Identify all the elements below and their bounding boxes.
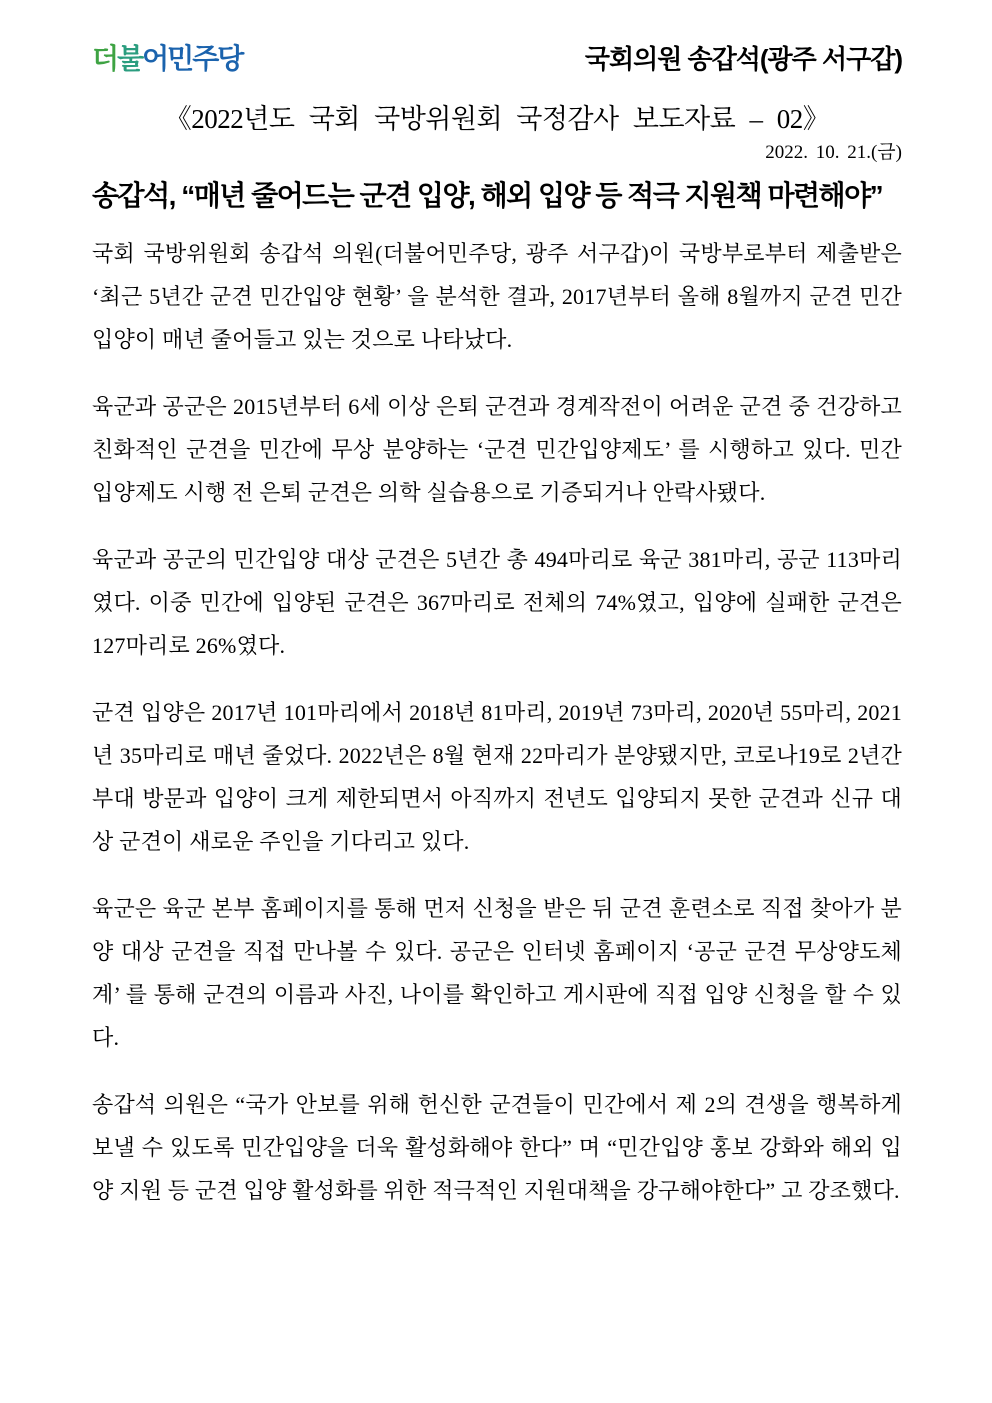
party-logo-char-1: 더 bbox=[92, 43, 118, 74]
press-release-title: 《2022년도 국회 국방위원회 국정감사 보도자료 – 02》 bbox=[164, 104, 830, 134]
party-logo-char-2: 불 bbox=[117, 43, 143, 74]
member-name: 국회의원 송갑석(광주 서구갑) bbox=[584, 44, 902, 74]
body-paragraph: 군견 입양은 2017년 101마리에서 2018년 81마리, 2019년 73마리, 2020년 55마리, 2021년 35마리로 매년 줄었다. 2022년은 8월 현재 22마리가 분양됐지만, 코로나19로 2년간 부대 방문과 입양이 크게 제한되면서 아직까지 전년도 입양되지 못한 군견과 신규 대상 군견이 새로운 주인을 기다리고 있다. bbox=[92, 700, 902, 854]
body-paragraph: 육군과 공군은 2015년부터 6세 이상 은퇴 군견과 경계작전이 어려운 군견 중 건강하고 친화적인 군견을 민간에 무상 분양하는 ‘군견 민간입양제도’ 를 시행하고 있다. 민간 입양제도 시행 전 은퇴 군견은 의학 실습용으로 기증되거나 안락사됐다. bbox=[92, 394, 902, 505]
party-logo bbox=[92, 45, 242, 73]
body-paragraph: 육군은 육군 본부 홈페이지를 통해 먼저 신청을 받은 뒤 군견 훈련소로 직접 찾아가 분양 대상 군견을 직접 만나볼 수 있다. 공군은 인터넷 홈페이지 ‘공군 군견 무상양도체계’ 를 통해 군견의 이름과 사진, 나이를 확인하고 게시판에 직접 입양 신청을 할 수 있다. bbox=[92, 896, 902, 1050]
document-header bbox=[92, 40, 902, 78]
press-release-date: 2022. 10. 21.(금) bbox=[765, 142, 902, 163]
body-paragraph: 국회 국방위원회 송갑석 의원(더불어민주당, 광주 서구갑)이 국방부로부터 제출받은 ‘최근 5년간 군견 민간입양 현황’ 을 분석한 결과, 2017년부터 올해 8월까지 군견 민간입양이 매년 줄어들고 있는 것으로 나타났다. bbox=[92, 241, 902, 352]
body-paragraph: 육군과 공군의 민간입양 대상 군견은 5년간 총 494마리로 육군 381마리, 공군 113마리였다. 이중 민간에 입양된 군견은 367마리로 전체의 74%였고, 입양에 실패한 군견은 127마리로 26%였다. bbox=[92, 547, 902, 658]
body-paragraph: 송갑석 의원은 “국가 안보를 위해 헌신한 군견들이 민간에서 제 2의 견생을 행복하게 보낼 수 있도록 민간입양을 더욱 활성화해야 한다” 며 “민간입양 홍보 강화와 해외 입양 지원 등 군견 입양 활성화를 위한 적극적인 지원대책을 강구해야한다” 고 강조했다. bbox=[92, 1092, 902, 1203]
party-logo-rest: 어민주당 bbox=[142, 43, 243, 74]
body-text bbox=[92, 232, 902, 1212]
headline: 송갑석, “매년 줄어드는 군견 입양, 해외 입양 등 적극 지원책 마련해야” bbox=[92, 180, 883, 211]
